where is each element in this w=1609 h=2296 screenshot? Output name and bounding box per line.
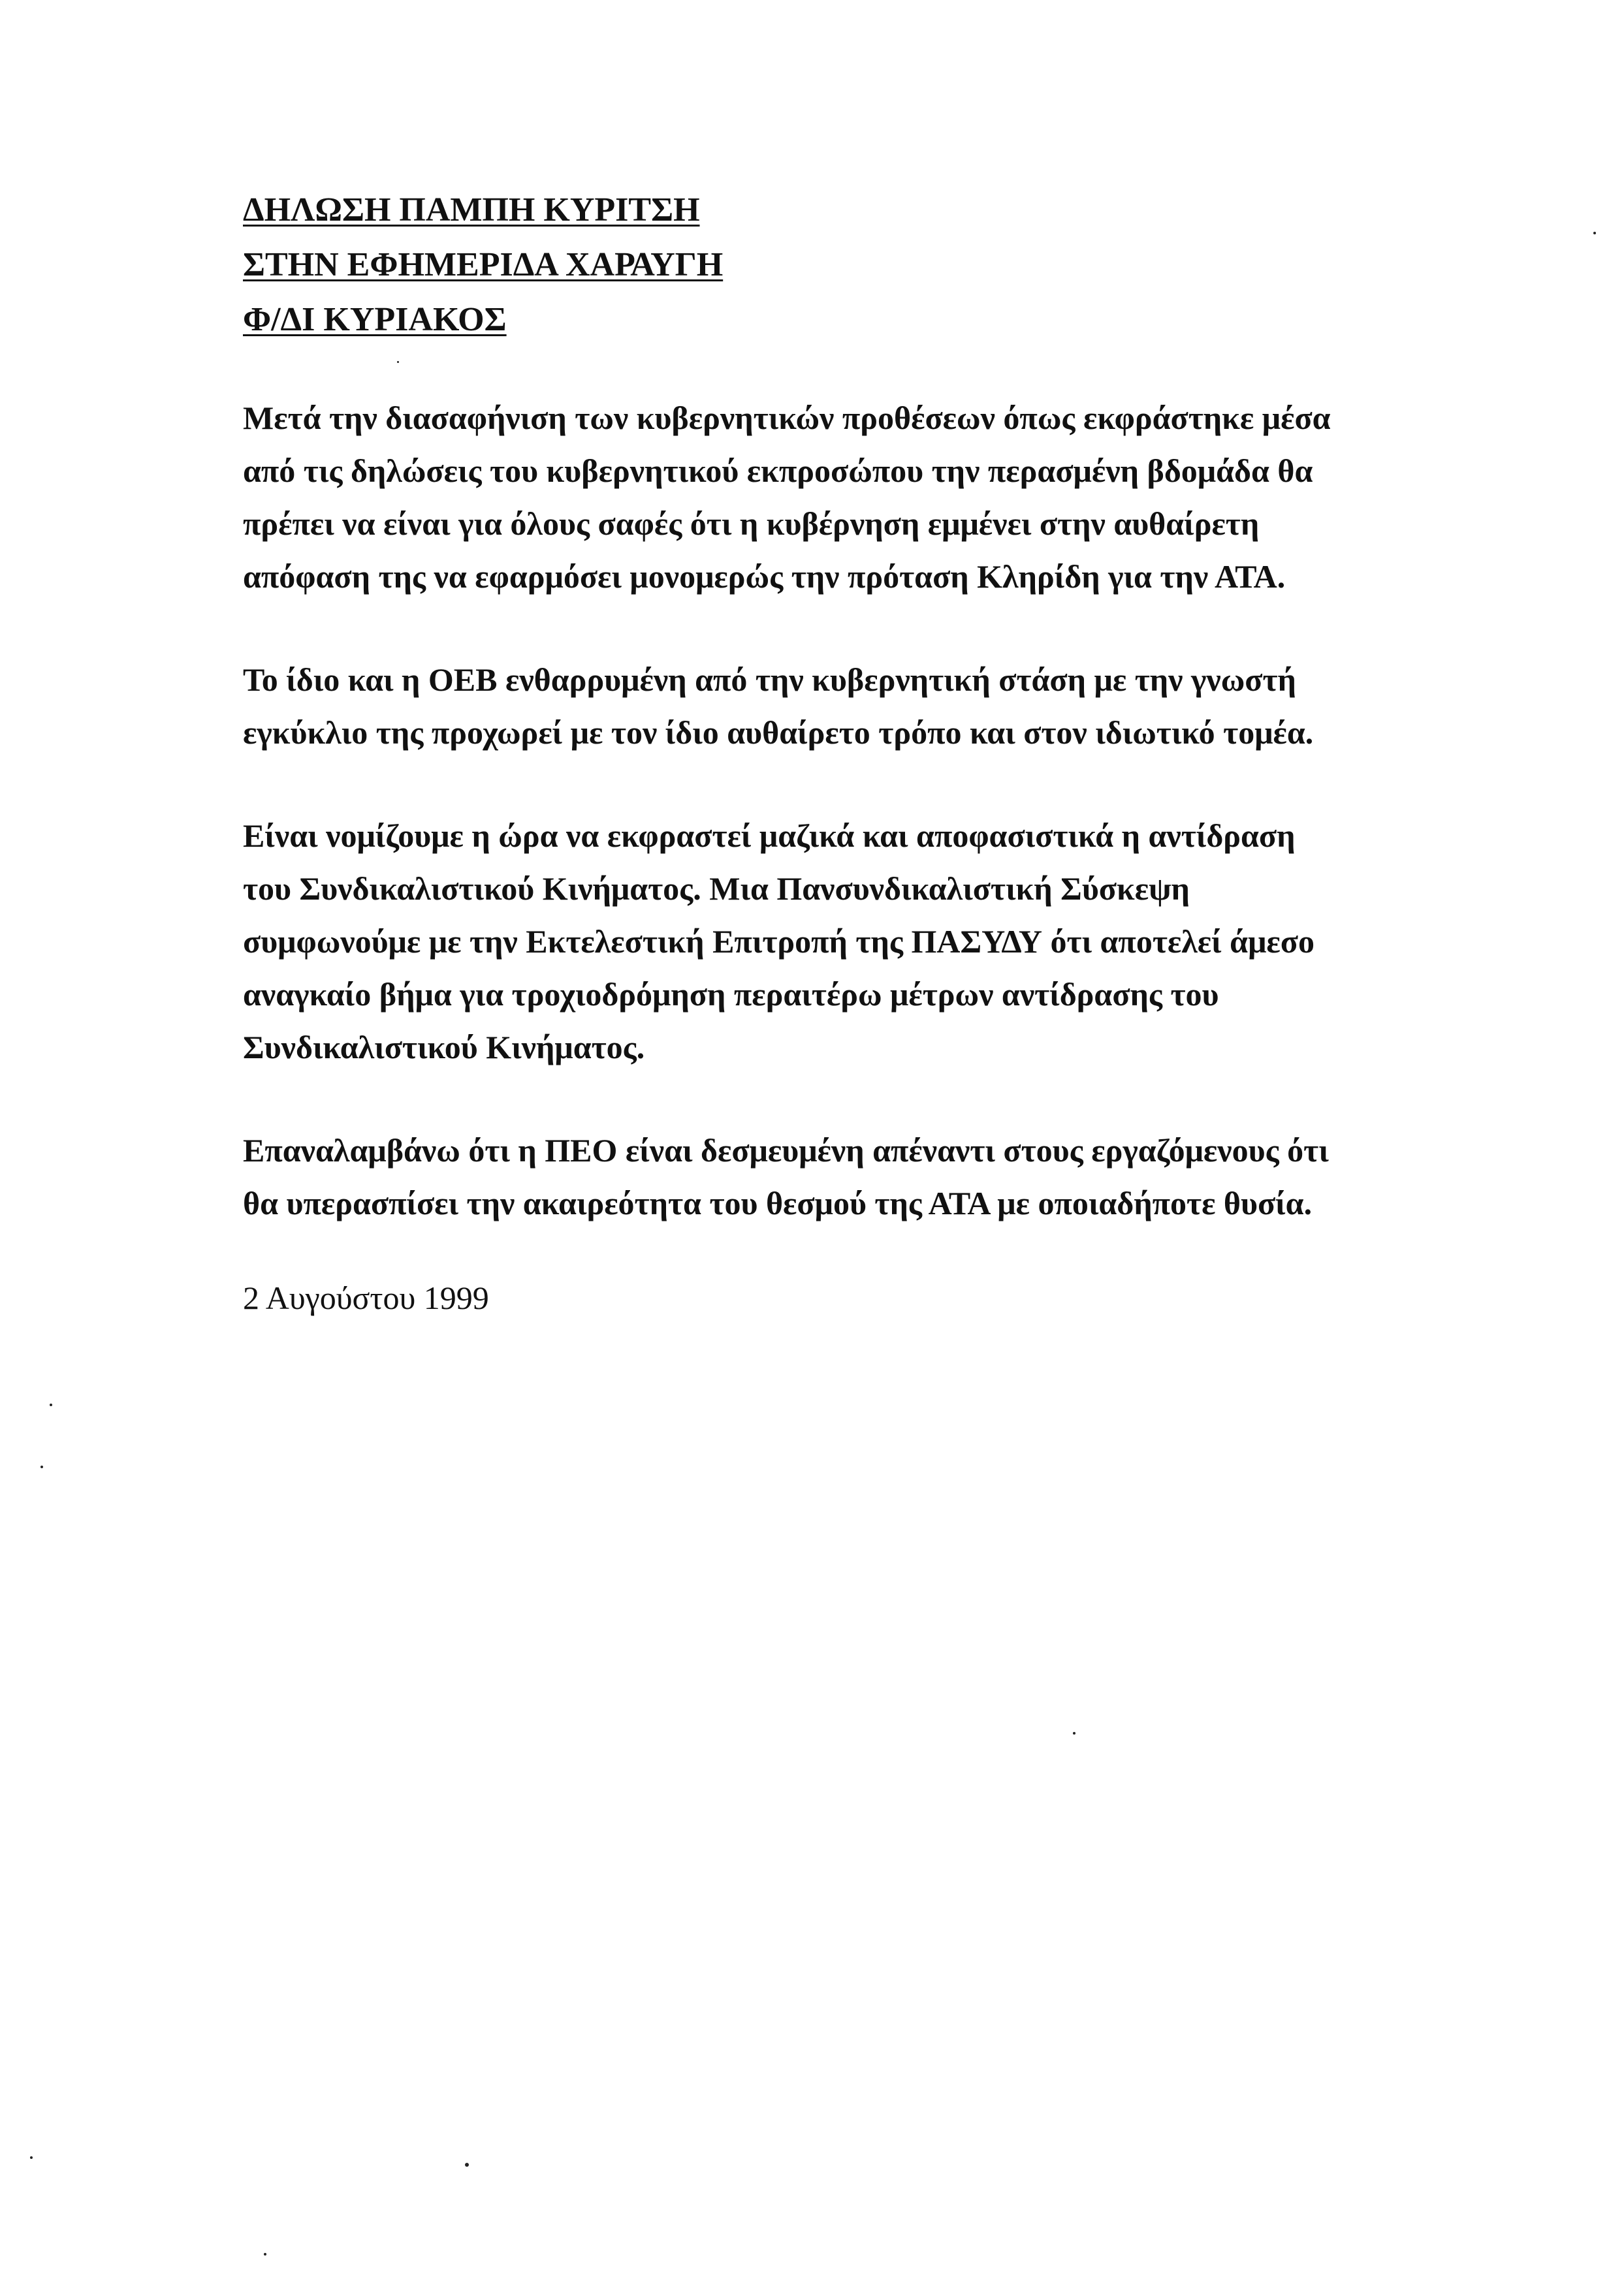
paragraph-line: Επαναλαμβάνω ότι η ΠΕΟ είναι δεσμευμένη απέναντι στους εργαζόμενους ότι xyxy=(243,1132,1329,1169)
paragraph-line: από τις δηλώσεις του κυβερνητικού εκπροσώπου την περασμένη βδομάδα θα xyxy=(243,452,1313,489)
paragraph-line: συμφωνούμε με την Εκτελεστική Επιτροπή της ΠΑΣΥΔΥ ότι αποτελεί άμεσο xyxy=(243,923,1314,960)
heading-line-issue: Φ/ΔΙ ΚΥΡΙΑΚΟΣ xyxy=(243,301,507,338)
scan-speck xyxy=(50,1404,52,1406)
paragraph-1 xyxy=(243,392,1392,603)
document-body xyxy=(243,392,1392,1280)
document-heading xyxy=(243,183,1157,347)
paragraph-line: Μετά την διασαφήνιση των κυβερνητικών προθέσεων όπως εκφράστηκε μέσα xyxy=(243,400,1331,436)
scan-speck xyxy=(30,2156,33,2159)
scan-speck xyxy=(40,1466,43,1468)
paragraph-line: εγκύκλιο της προχωρεί με τον ίδιο αυθαίρετο τρόπο και στον ιδιωτικό τομέα. xyxy=(243,714,1314,751)
paragraph-line: απόφαση της να εφαρμόσει μονομερώς την πρόταση Κληρίδη για την ΑΤΑ. xyxy=(243,558,1286,595)
paragraph-4 xyxy=(243,1124,1392,1230)
paragraph-3 xyxy=(243,810,1392,1074)
scan-speck xyxy=(1593,232,1596,234)
paragraph-line: Συνδικαλιστικού Κινήματος. xyxy=(243,1029,645,1065)
scan-speck xyxy=(1073,1732,1075,1735)
paragraph-line: του Συνδικαλιστικού Κινήματος. Μια Πανσυνδικαλιστική Σύσκεψη xyxy=(243,870,1190,907)
paragraph-line: αναγκαίο βήμα για τροχιοδρόμηση περαιτέρω μέτρων αντίδρασης του xyxy=(243,976,1219,1013)
document-date: 2 Αυγούστου 1999 xyxy=(243,1280,489,1316)
scan-speck xyxy=(465,2163,469,2167)
heading-line-title: ΔΗΛΩΣΗ ΠΑΜΠΗ ΚΥΡΙΤΣΗ xyxy=(243,191,700,228)
paragraph-2 xyxy=(243,653,1392,759)
scan-speck xyxy=(397,361,399,363)
paragraph-line: Είναι νομίζουμε η ώρα να εκφραστεί μαζικά και αποφασιστικά η αντίδραση xyxy=(243,817,1296,854)
paragraph-line: Το ίδιο και η ΟΕΒ ενθαρρυμένη από την κυβερνητική στάση με την γνωστή xyxy=(243,661,1296,698)
scan-speck xyxy=(264,2253,266,2256)
heading-line-newspaper: ΣΤΗΝ ΕΦΗΜΕΡΙΔΑ ΧΑΡΑΥΓΗ xyxy=(243,246,724,283)
paragraph-line: θα υπερασπίσει την ακαιρεότητα του θεσμού της ΑΤΑ με οποιαδήποτε θυσία. xyxy=(243,1185,1313,1221)
paragraph-line: πρέπει να είναι για όλους σαφές ότι η κυβέρνηση εμμένει στην αυθαίρετη xyxy=(243,505,1260,542)
